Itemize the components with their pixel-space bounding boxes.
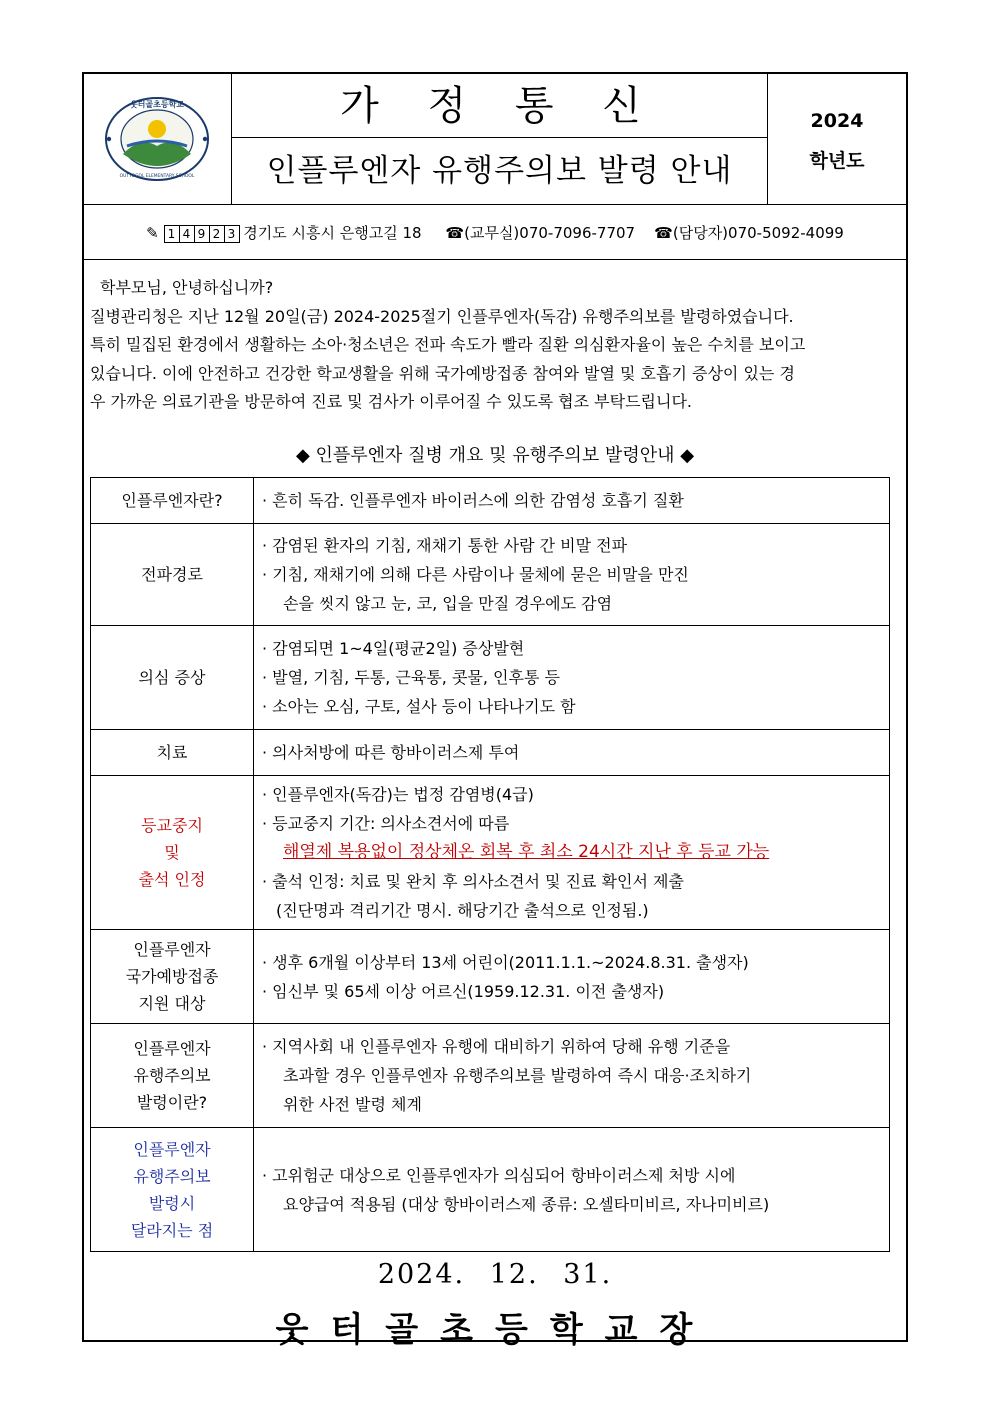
- row-content: [254, 478, 890, 524]
- year-cell: [768, 74, 906, 204]
- street-address: 경기도 시흥시 은행고길 18: [243, 224, 422, 242]
- signature: 웃터골초등학교장: [275, 1310, 715, 1350]
- table-row: [91, 478, 890, 524]
- row-label: [91, 1024, 254, 1128]
- label-line: 인플루엔자: [133, 1139, 211, 1159]
- label-line: 지원 대상: [138, 994, 206, 1013]
- logo-text-top: 웃터골초등학교: [129, 100, 185, 109]
- row-content: [254, 626, 890, 730]
- label-line: 인플루엔자: [133, 1039, 211, 1058]
- content-line: 요양급여 적용됨 (대상 항바이러스제 종류: 오셀타미비르, 자나미비르): [283, 1194, 770, 1214]
- intro-line: 특히 밀집된 환경에서 생활하는 소아·청소년은 전파 속도가 빨라 질환 의심환자율이 높은 수치를 보이고: [90, 335, 806, 354]
- row-label: 전파경로: [91, 524, 254, 626]
- content-line: · 발열, 기침, 두통, 근육통, 콧물, 인후통 등: [262, 668, 560, 687]
- row-content: [254, 930, 890, 1024]
- issue-date: 2024. 12. 31.: [377, 1259, 613, 1290]
- logo-cell: [84, 74, 232, 204]
- label-line: 발령이란?: [136, 1093, 208, 1112]
- table-row: [91, 524, 890, 626]
- content-line: (진단명과 격리기간 명시. 해당기간 출석으로 인정됨.): [276, 901, 649, 920]
- content-line: · 생후 6개월 이상부터 13세 어린이(2011.1.1.~2024.8.31. 출생자): [262, 952, 749, 972]
- document-frame: [82, 72, 908, 1350]
- title-cell: [232, 74, 768, 204]
- zip-digit: 4: [179, 225, 195, 243]
- table-row: [91, 1128, 890, 1252]
- content-line: 위한 사전 발령 체계: [283, 1095, 422, 1114]
- content-line: · 감염되면 1~4일(평균2일) 증상발현: [262, 639, 525, 658]
- staff-phone: ☎(담당자)070-5092-4099: [654, 224, 844, 242]
- content-line: · 지역사회 내 인플루엔자 유행에 대비하기 위하여 당해 유행 기준을: [262, 1037, 731, 1056]
- label-line: 발령시: [148, 1193, 196, 1213]
- row-content: [254, 524, 890, 626]
- header: [84, 74, 906, 204]
- row-content: [254, 1128, 890, 1252]
- content-line: · 기침, 재채기에 의해 다른 사람이나 물체에 묻은 비말을 만진: [262, 565, 689, 584]
- mail-icon: ✎: [146, 224, 159, 242]
- page-title: 가 정 통 신: [232, 74, 767, 138]
- label-line: 달라지는 점: [130, 1220, 214, 1240]
- row-label-red: [91, 776, 254, 930]
- content-line: · 출석 인정: 치료 및 완치 후 의사소견서 및 진료 확인서 제출: [262, 872, 684, 891]
- intro-line: 있습니다. 이에 안전하고 건강한 학교생활을 위해 국가예방접종 참여와 발열 및 호흡기 증상이 있는 경: [90, 363, 795, 383]
- row-content: [254, 1024, 890, 1128]
- label-line: 유행주의보: [133, 1166, 211, 1186]
- intro-line: 우 가까운 의료기관을 방문하여 진료 및 검사가 이루어질 수 있도록 협조 부탁드립니다.: [90, 392, 692, 411]
- row-label: 의심 증상: [91, 626, 254, 730]
- logo-text-bottom: OUTTOGOL ELEMENTARY SCHOOL: [119, 174, 195, 179]
- info-table: [90, 477, 890, 1252]
- row-label-blue: [91, 1128, 254, 1252]
- school-logo-icon: [104, 96, 210, 182]
- table-row: [91, 626, 890, 730]
- office-phone: ☎(교무실)070-7096-7707: [445, 224, 636, 242]
- label-line: 인플루엔자: [133, 940, 211, 959]
- content-line: · 감염된 환자의 기침, 재채기 통한 사람 간 비말 전파: [262, 536, 628, 555]
- content-line: · 고위험군 대상으로 인플루엔자가 의심되어 항바이러스제 처방 시에: [262, 1165, 736, 1185]
- intro-line: 학부모님, 안녕하십니까?: [100, 278, 274, 297]
- label-line: 등교중지: [141, 816, 203, 835]
- row-label: [91, 930, 254, 1024]
- table-row: [91, 930, 890, 1024]
- table-row: [91, 1024, 890, 1128]
- zip-digit: 9: [194, 225, 210, 243]
- zip-digit: 2: [209, 225, 225, 243]
- content-line: · 등교중지 기간: 의사소견서에 따름: [262, 814, 510, 833]
- table-row: [91, 776, 890, 930]
- label-line: 출석 인정: [138, 870, 206, 889]
- intro-line: 질병관리청은 지난 12월 20일(금) 2024-2025절기 인플루엔자(독감) 유행주의보를 발령하였습니다.: [90, 306, 794, 326]
- section-title: ◆ 인플루엔자 질병 개요 및 유행주의보 발령안내 ◆: [295, 445, 695, 466]
- content-line: · 인플루엔자(독감)는 법정 감염병(4급): [262, 785, 534, 804]
- table-row: [91, 730, 890, 776]
- zip-code: [164, 205, 239, 261]
- address-bar: [84, 204, 906, 260]
- row-label: 인플루엔자란?: [91, 478, 254, 524]
- content-line: · 의사처방에 따른 항바이러스제 투여: [262, 743, 520, 762]
- content-line: 손을 씻지 않고 눈, 코, 입을 만질 경우에도 감염: [283, 594, 613, 613]
- label-line: 유행주의보: [133, 1066, 211, 1085]
- content-line: · 소아는 오심, 구토, 설사 등이 나타나기도 함: [262, 697, 576, 716]
- row-content: [254, 776, 890, 930]
- school-year: 2024: [810, 110, 864, 132]
- content-line: · 흔히 독감. 인플루엔자 바이러스에 의한 감염성 호흡기 질환: [262, 491, 684, 510]
- content-line: · 임신부 및 65세 이상 어르신(1959.12.31. 이전 출생자): [262, 981, 665, 1001]
- zip-digit: 3: [224, 225, 240, 243]
- content-line: 초과할 경우 인플루엔자 유행주의보를 발령하여 즉시 대응·조치하기: [283, 1066, 752, 1085]
- row-label: 치료: [91, 730, 254, 776]
- school-year-label: 학년도: [809, 150, 865, 172]
- page-subtitle: 인플루엔자 유행주의보 발령 안내: [266, 153, 733, 189]
- label-line: 및: [164, 843, 180, 862]
- highlight-return-rule: 해열제 복용없이 정상체온 회복 후 최소 24시간 지난 후 등교 가능: [283, 842, 770, 862]
- label-line: 국가예방접종: [125, 967, 219, 986]
- row-content: [254, 730, 890, 776]
- intro-text: [90, 274, 902, 417]
- zip-digit: 1: [164, 225, 180, 243]
